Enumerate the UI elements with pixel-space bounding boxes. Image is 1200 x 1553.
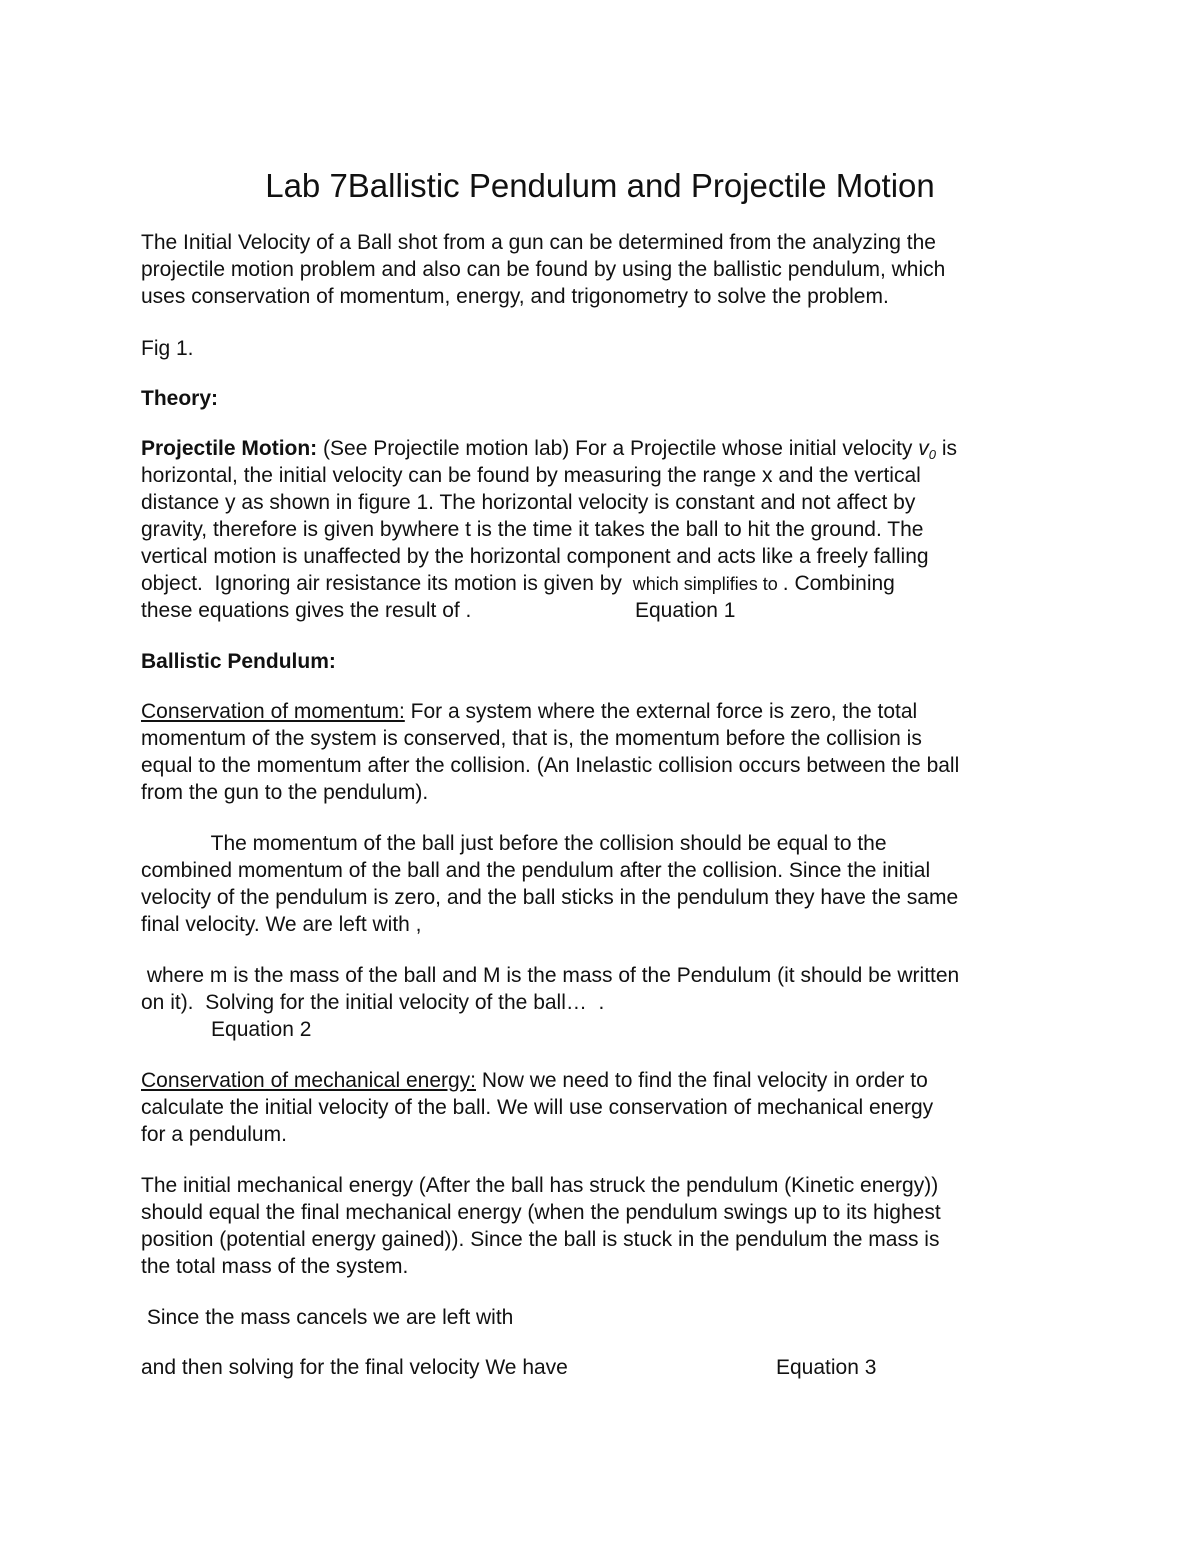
momentum-para3-line-1: where m is the mass of the ball and M is the mass of the Pendulum (it should be written [141,964,960,987]
energy-line-1 [141,1067,928,1094]
velocity-subscript: 0 [928,447,937,462]
energy-line-2: calculate the initial velocity of the ball. We will use conservation of mechanical energy [141,1096,934,1119]
projectile-line-6-end: . Combining [782,572,895,595]
projectile-line-5: vertical motion is unaffected by the horizontal component and acts like a freely falling [141,545,929,568]
projectile-line-7: these equations gives the result of . [141,599,472,622]
projectile-line-1-end: is [936,437,958,460]
momentum-line-1-text: For a system where the external force is zero, the total [404,700,918,723]
projectile-line-3: distance y as shown in figure 1. The horizontal velocity is constant and not affect by [141,491,916,514]
energy-line-1-text: Now we need to find the final velocity in order to [476,1069,928,1092]
energy-line-3: for a pendulum. [141,1123,287,1146]
equation-3-label: Equation 3 [776,1356,877,1379]
momentum-para2-line-1: The momentum of the ball just before the collision should be equal to the [141,832,887,855]
energy-para2-line-2: should equal the final mechanical energy (when the pendulum swings up to its highest [141,1201,941,1224]
momentum-para2-line-4: final velocity. We are left with , [141,913,422,936]
energy-heading: Conservation of mechanical energy: [141,1069,477,1092]
page-title: Lab 7Ballistic Pendulum and Projectile Motion [265,167,935,204]
projectile-line-6-text: object. Ignoring air resistance its motion is given by [141,572,628,595]
equation-1-label: Equation 1 [635,599,736,622]
projectile-line-2: horizontal, the initial velocity can be found by measuring the range x and the vertical [141,464,921,487]
projectile-line-1-text: (See Projectile motion lab) For a Projectile whose initial velocity [317,437,919,460]
momentum-line-4: from the gun to the pendulum). [141,781,429,804]
equation-2-label: Equation 2 [141,1018,312,1041]
momentum-para2-line-3: velocity of the pendulum is zero, and the ball sticks in the pendulum they have the same [141,886,959,909]
momentum-line-2: momentum of the system is conserved, that is, the momentum before the collision is [141,727,922,750]
momentum-line-3: equal to the momentum after the collision. (An Inelastic collision occurs between the ball [141,754,960,777]
projectile-line-1 [141,435,957,462]
momentum-line-1 [141,698,917,725]
velocity-symbol: v [918,437,929,460]
intro-line-2: projectile motion problem and also can be found by using the ballistic pendulum, which [141,258,946,281]
projectile-line-6 [141,570,895,598]
projectile-line-6-small: which simplifies to [627,574,783,594]
ballistic-heading: Ballistic Pendulum: [141,650,336,673]
energy-para2-line-1: The initial mechanical energy (After the ball has struck the pendulum (Kinetic energy)) [141,1174,939,1197]
momentum-para2-line-2: combined momentum of the ball and the pendulum after the collision. Since the initial [141,859,931,882]
energy-para2-line-4: the total mass of the system. [141,1255,409,1278]
intro-line-3: uses conservation of momentum, energy, and trigonometry to solve the problem. [141,285,889,308]
energy-para3: Since the mass cancels we are left with [141,1306,514,1329]
momentum-para3-line-2: on it). Solving for the initial velocity of the ball… . [141,991,605,1014]
projectile-heading: Projectile Motion: [141,437,318,460]
projectile-line-4: gravity, therefore is given bywhere t is the time it takes the ball to hit the ground. The [141,518,924,541]
momentum-heading: Conservation of momentum: [141,700,405,723]
figure-label: Fig 1. [141,337,194,360]
energy-para4: and then solving for the final velocity We have [141,1356,568,1379]
theory-heading: Theory: [141,387,219,410]
intro-line-1: The Initial Velocity of a Ball shot from a gun can be determined from the analyzing the [141,231,936,254]
energy-para2-line-3: position (potential energy gained)). Since the ball is stuck in the pendulum the mass is [141,1228,940,1251]
